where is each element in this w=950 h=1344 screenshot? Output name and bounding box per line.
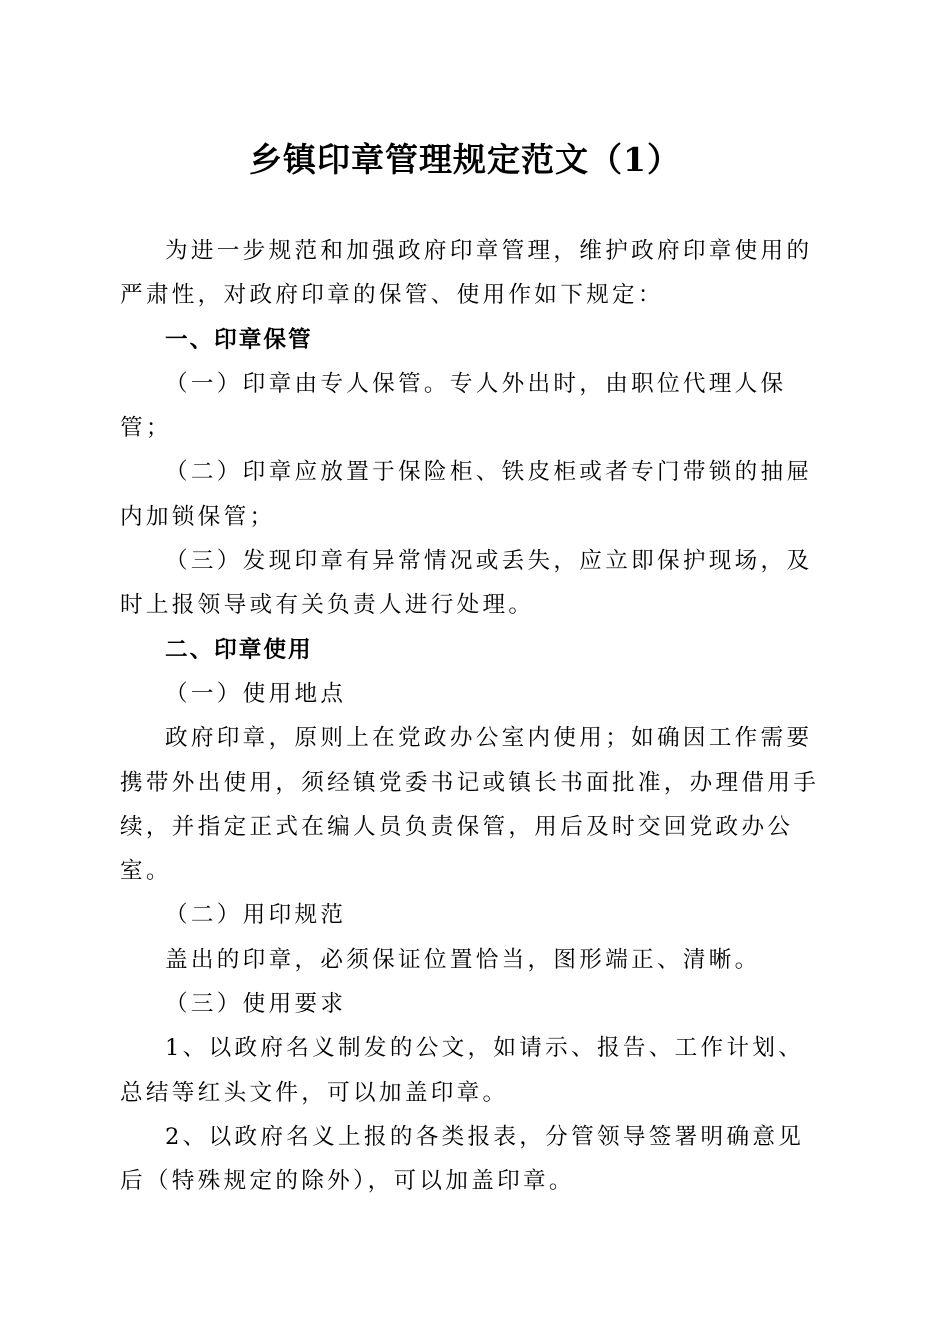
requirement-item-2: 2、以政府名义上报的各类报表，分管领导签署明确意见后（特殊规定的除外），可以加盖印章。 xyxy=(120,1123,805,1195)
requirement-item-1: 1、以政府名义制发的公文，如请示、报告、工作计划、总结等红头文件，可以加盖印章。 xyxy=(120,1035,805,1106)
usage-norms-paragraph: 盖出的印章，必须保证位置恰当，图形端正、清晰。 xyxy=(165,946,761,973)
usage-location-paragraph: 政府印章，原则上在党政办公室内使用；如确因工作需要携带外出使用，须经镇党委书记或镇长书面批准，办理借用手续，并指定正式在编人员负责保管，用后及时交回党政办公室。 xyxy=(120,725,820,885)
custody-item-1: （一）印章由专人保管。专人外出时，由职位代理人保管； xyxy=(120,370,787,442)
custody-item-3: （三）发现印章有异常情况或丢失，应立即保护现场，及时上报领导或有关负责人进行处理。 xyxy=(120,548,813,619)
usage-subheading-norms: （二）用印规范 xyxy=(165,902,347,929)
section-heading-seal-custody: 一、印章保管 xyxy=(165,326,313,353)
document-title: 乡镇印章管理规定范文（1） xyxy=(249,140,681,179)
document-body xyxy=(120,229,830,1204)
section-heading-seal-usage: 二、印章使用 xyxy=(165,636,313,663)
custody-item-2: （二）印章应放置于保险柜、铁皮柜或者专门带锁的抽屉内加锁保管； xyxy=(120,459,813,530)
usage-subheading-requirements: （三）使用要求 xyxy=(165,991,347,1018)
usage-subheading-location: （一）使用地点 xyxy=(165,680,347,707)
intro-paragraph: 为进一步规范和加强政府印章管理，维护政府印章使用的严肃性，对政府印章的保管、使用作如下规定： xyxy=(120,238,813,309)
